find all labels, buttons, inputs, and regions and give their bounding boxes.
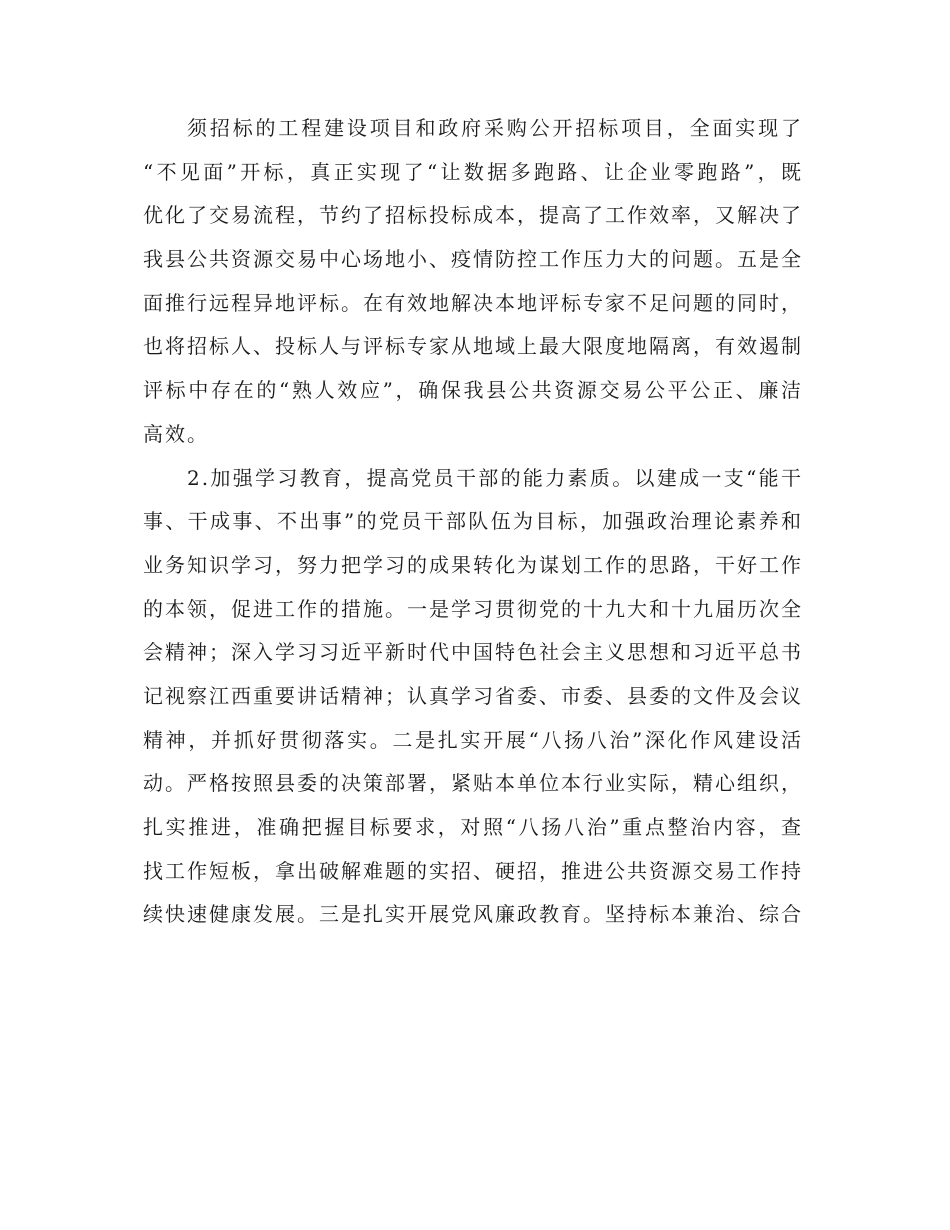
text-line: 优化了交易流程，节约了招标投标成本，提高了工作效率，又解决了 (143, 203, 803, 228)
text-line: 记视察江西重要讲话精神；认真学习省委、市委、县委的文件及会议 (143, 683, 803, 708)
text-line: 评标中存在的“熟人效应”，确保我县公共资源交易公平公正、廉洁 (143, 378, 803, 403)
text-line: 面推行远程异地评标。在有效地解决本地评标专家不足问题的同时， (143, 290, 803, 315)
text-line: 事、干成事、不出事”的党员干部队伍为目标，加强政治理论素养和 (143, 509, 803, 534)
text-line: 业务知识学习，努力把学习的成果转化为谋划工作的思路，干好工作 (143, 552, 803, 577)
text-line: 续快速健康发展。三是扎实开展党风廉政教育。坚持标本兼治、综合 (143, 902, 803, 927)
text-line: 2.加强学习教育，提高党员干部的能力素质。以建成一支“能干 (187, 465, 803, 490)
text-line: 须招标的工程建设项目和政府采购公开招标项目，全面实现了 (187, 116, 803, 140)
paragraph-1 (143, 107, 803, 457)
text-line: 动。严格按照县委的决策部署，紧贴本单位本行业实际，精心组织， (143, 771, 803, 796)
text-line: 也将招标人、投标人与评标专家从地域上最大限度地隔离，有效遏制 (143, 334, 803, 359)
text-line: “不见面”开标，真正实现了“让数据多跑路、让企业零跑路”，既 (143, 159, 803, 184)
text-line: 我县公共资源交易中心场地小、疫情防控工作压力大的问题。五是全 (143, 247, 803, 272)
text-line: 的本领，促进工作的措施。一是学习贯彻党的十九大和十九届历次全 (143, 596, 803, 621)
text-line: 精神，并抓好贯彻落实。二是扎实开展“八扬八治”深化作风建设活 (143, 727, 803, 752)
paragraph-2 (143, 457, 803, 938)
text-line: 扎实推进，准确把握目标要求，对照“八扬八治”重点整治内容，查 (143, 815, 803, 839)
document-body (143, 107, 803, 937)
text-line: 找工作短板，拿出破解难题的实招、硬招，推进公共资源交易工作持 (143, 858, 803, 883)
text-line: 会精神；深入学习习近平新时代中国特色社会主义思想和习近平总书 (143, 640, 803, 665)
text-line: 高效。 (143, 421, 209, 446)
